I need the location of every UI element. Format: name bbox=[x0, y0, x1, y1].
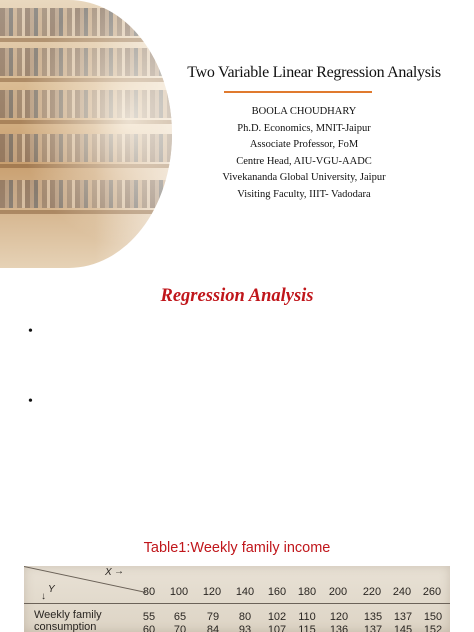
bullet-point: • bbox=[28, 394, 33, 409]
table-cell: 93 bbox=[238, 624, 252, 632]
table-cell: 135 bbox=[363, 611, 383, 623]
author-university: Vivekananda Global University, Jaipur bbox=[222, 172, 386, 184]
table-cell: 110 bbox=[298, 611, 316, 623]
table-caption: Table1:Weekly family income bbox=[143, 540, 331, 556]
income-value: 100 bbox=[169, 586, 189, 598]
header-divider bbox=[24, 603, 450, 604]
x-axis-label: X bbox=[105, 567, 112, 578]
table-cell: 65 bbox=[173, 611, 187, 623]
slide-heading: Regression Analysis bbox=[160, 286, 314, 306]
table-cell: 70 bbox=[173, 624, 187, 632]
income-table-image bbox=[24, 566, 450, 632]
income-value: 80 bbox=[142, 586, 156, 598]
table-cell: 136 bbox=[329, 624, 349, 632]
table-cell: 80 bbox=[238, 611, 252, 623]
arrow-down-icon: ↓ bbox=[41, 591, 46, 602]
author-position: Associate Professor, FoM bbox=[249, 139, 359, 151]
income-value: 200 bbox=[328, 586, 348, 598]
presentation-title: Two Variable Linear Regression Analysis bbox=[187, 64, 441, 81]
table-cell: 137 bbox=[363, 624, 383, 632]
table-cell: 115 bbox=[298, 624, 316, 632]
income-value: 180 bbox=[297, 586, 317, 598]
income-value: 120 bbox=[202, 586, 222, 598]
table-cell: 102 bbox=[267, 611, 287, 623]
library-bookshelf-image bbox=[0, 0, 172, 268]
author-info bbox=[190, 104, 418, 204]
income-value: 260 bbox=[422, 586, 442, 598]
bullet-point: • bbox=[28, 324, 33, 339]
table-cell: 137 bbox=[393, 611, 413, 623]
title-underline bbox=[224, 91, 372, 93]
income-value: 140 bbox=[235, 586, 255, 598]
author-visiting: Visiting Faculty, IIIT- Vadodara bbox=[237, 188, 371, 200]
table-cell: 150 bbox=[423, 611, 443, 623]
income-value: 220 bbox=[362, 586, 382, 598]
regression-analysis-slide bbox=[0, 268, 474, 526]
table-cell: 55 bbox=[142, 611, 156, 623]
table-cell: 84 bbox=[206, 624, 220, 632]
author-centre: Centre Head, AIU-VGU-AADC bbox=[236, 155, 372, 167]
income-value: 160 bbox=[267, 586, 287, 598]
table-cell: 152 bbox=[423, 624, 443, 632]
arrow-right-icon: → bbox=[114, 566, 124, 577]
author-name: BOOLA CHOUDHARY bbox=[251, 106, 357, 117]
table-slide bbox=[0, 526, 474, 632]
table-cell: 120 bbox=[329, 611, 349, 623]
row-label: Weekly family consumption bbox=[34, 609, 102, 632]
income-value: 240 bbox=[392, 586, 412, 598]
y-axis-label: Y bbox=[48, 584, 55, 595]
table-cell: 60 bbox=[142, 624, 156, 632]
table-cell: 145 bbox=[393, 624, 413, 632]
table-cell: 79 bbox=[206, 611, 220, 623]
header-diagonal bbox=[24, 566, 146, 593]
title-slide bbox=[0, 0, 474, 268]
author-degree: Ph.D. Economics, MNIT-Jaipur bbox=[237, 122, 371, 134]
table-cell: 107 bbox=[267, 624, 287, 632]
